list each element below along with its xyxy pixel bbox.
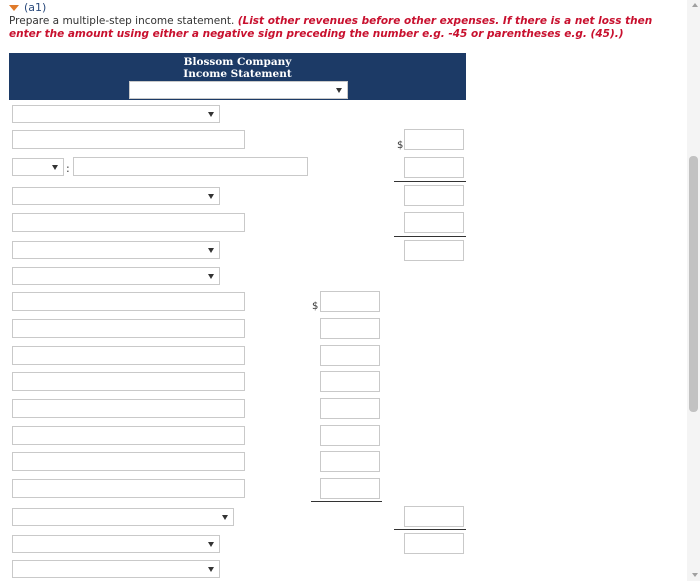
amount-col2-7[interactable] xyxy=(320,451,380,472)
chevron-down-icon xyxy=(208,248,214,253)
account-text-1[interactable] xyxy=(12,130,245,149)
expense-text-1[interactable] xyxy=(12,292,245,311)
expense-text-6[interactable] xyxy=(12,426,245,445)
company-name: Blossom Company xyxy=(183,56,292,68)
expense-text-7[interactable] xyxy=(12,452,245,471)
amount-col2-5[interactable] xyxy=(320,398,380,419)
chevron-down-icon xyxy=(208,542,214,547)
chevron-down-icon xyxy=(208,194,214,199)
instructions-note: (List other revenues before other expenses. If there is a net loss then enter the amount using either a negative sign preceding the number e.g. -45 or parentheses e.g. (45).) xyxy=(9,15,653,40)
subtotal-rule xyxy=(311,501,382,502)
account-text-3[interactable] xyxy=(12,213,245,232)
account-select-5[interactable] xyxy=(12,508,234,526)
account-select-3[interactable] xyxy=(12,241,220,259)
scroll-up-icon[interactable] xyxy=(692,3,698,7)
expense-text-8[interactable] xyxy=(12,479,245,498)
expense-text-5[interactable] xyxy=(12,399,245,418)
less-select[interactable] xyxy=(12,158,64,176)
period-select[interactable] xyxy=(129,81,348,99)
chevron-down-icon xyxy=(222,515,228,520)
account-select-1[interactable] xyxy=(12,105,220,123)
statement-header xyxy=(9,53,466,100)
chevron-down-icon xyxy=(52,165,58,170)
expense-text-4[interactable] xyxy=(12,372,245,391)
account-select-6[interactable] xyxy=(12,535,220,553)
amount-col3-2[interactable] xyxy=(404,157,464,178)
expense-text-3[interactable] xyxy=(12,346,245,365)
dollar-sign: $ xyxy=(397,140,404,151)
scroll-down-icon[interactable] xyxy=(692,573,698,577)
amount-col3-3[interactable] xyxy=(404,185,464,206)
subtotal-rule xyxy=(394,529,466,530)
scrollbar-thumb[interactable] xyxy=(689,156,698,412)
instructions xyxy=(9,15,669,41)
collapse-triangle-icon[interactable] xyxy=(9,5,19,11)
amount-col3-5[interactable] xyxy=(404,240,464,261)
amount-col2-4[interactable] xyxy=(320,371,380,392)
chevron-down-icon xyxy=(336,88,342,93)
dollar-sign: $ xyxy=(312,301,319,312)
amount-col2-2[interactable] xyxy=(320,318,380,339)
chevron-down-icon xyxy=(208,274,214,279)
account-text-2[interactable] xyxy=(73,157,308,176)
amount-col3-1[interactable] xyxy=(404,129,464,150)
amount-col3-6[interactable] xyxy=(404,506,464,527)
amount-col3-4[interactable] xyxy=(404,212,464,233)
statement-title: Income Statement xyxy=(183,68,292,80)
part-header[interactable] xyxy=(9,1,46,14)
subtotal-rule xyxy=(394,181,466,182)
part-label: (a1) xyxy=(24,1,47,14)
amount-col2-8[interactable] xyxy=(320,478,380,499)
expense-text-2[interactable] xyxy=(12,319,245,338)
colon-separator: : xyxy=(66,162,70,175)
amount-col3-7[interactable] xyxy=(404,533,464,554)
account-select-2[interactable] xyxy=(12,187,220,205)
amount-col2-1[interactable] xyxy=(320,291,380,312)
account-select-4[interactable] xyxy=(12,267,220,285)
subtotal-rule xyxy=(394,236,466,237)
instructions-main: Prepare a multiple-step income statement. xyxy=(9,15,235,27)
chevron-down-icon xyxy=(208,112,214,117)
amount-col2-6[interactable] xyxy=(320,425,380,446)
account-select-7[interactable] xyxy=(12,560,220,578)
chevron-down-icon xyxy=(208,567,214,572)
amount-col2-3[interactable] xyxy=(320,345,380,366)
